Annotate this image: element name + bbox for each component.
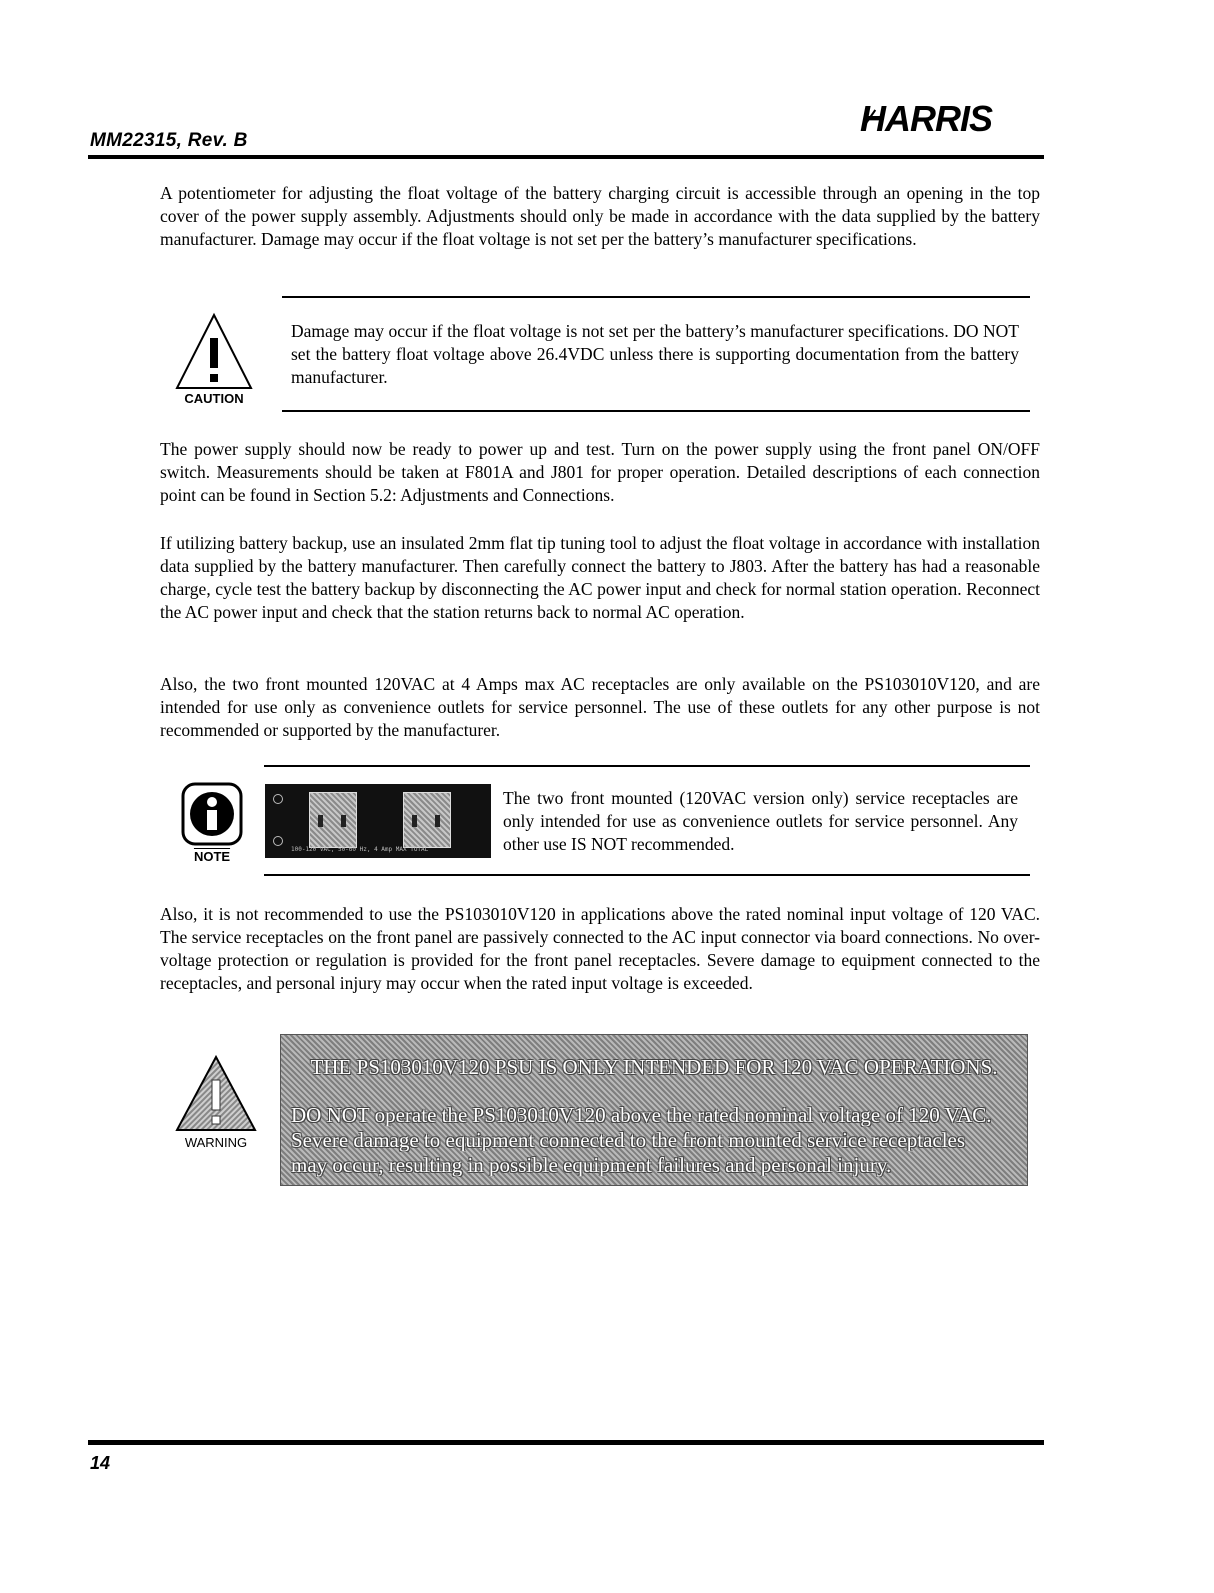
page-number: 14	[90, 1453, 111, 1473]
caution-label: CAUTION	[184, 391, 244, 406]
receptacle-rating-caption: 100-120 VAC, 50-60 Hz, 4 Amp MAX TOTAL	[291, 846, 429, 853]
warning-line-damage: Severe damage to equipment connected to the front mounted service receptacles	[291, 1128, 966, 1152]
warning-icon-block	[168, 1054, 264, 1150]
warning-line-injury: may occur, resulting in possible equipment failures and personal injury.	[291, 1153, 892, 1177]
note-icon-block	[174, 782, 250, 864]
harris-logo: HARRIS	[860, 98, 993, 139]
footer-rule	[88, 1440, 1044, 1445]
header-rule	[88, 155, 1044, 159]
receptacle-screw-icon	[273, 836, 283, 846]
document-id: MM22315, Rev. B	[90, 130, 248, 151]
receptacle-screw-icon	[273, 794, 283, 804]
info-icon	[177, 782, 247, 846]
caution-rule-top	[282, 296, 1030, 298]
note-rule-top	[264, 765, 1030, 767]
caution-icon	[174, 312, 254, 390]
caution-icon-block	[168, 312, 260, 406]
warning-panel	[280, 1034, 1028, 1186]
warning-headline: THE PS103010V120 PSU IS ONLY INTENDED FOR 120 VAC OPERATIONS.	[310, 1055, 998, 1079]
paragraph-overvoltage: Also, it is not recommended to use the PS103010V120 in applications above the rated nominal input voltage of 120 VAC. The service receptacles on the front panel are passively connected to the AC input connector via board connections. No over-voltage protection or regulation is provided for the front panel receptacles. Severe damage to equipment connected to the receptacles, and personal injury may occur when the rated input voltage is exceeded.	[160, 904, 1040, 993]
caution-text: Damage may occur if the float voltage is not set per the battery’s manufacturer specifications. DO NOT set the battery float voltage above 26.4VDC unless there is supporting documentation from the battery manufacturer.	[291, 321, 1019, 387]
outlet-icon	[309, 792, 357, 848]
receptacle-photo	[265, 784, 491, 858]
paragraph-float-voltage: A potentiometer for adjusting the float voltage of the battery charging circuit is accessible through an opening in the top cover of the power supply assembly. Adjustments should only be made in accordance with the data supplied by the battery manufacturer. Damage may occur if the float voltage is not set per the battery’s manufacturer specifications.	[160, 183, 1040, 249]
warning-line-operate: DO NOT operate the PS103010V120 above the rated nominal voltage of 120 VAC.	[291, 1103, 992, 1127]
paragraph-power-up: The power supply should now be ready to power up and test. Turn on the power supply using the front panel ON/OFF switch. Measurements should be taken at F801A and J801 for proper operation. Detailed descriptions of each connection point can be found in Section 5.2: Adjustments and Connections.	[160, 439, 1040, 505]
paragraph-battery-backup: If utilizing battery backup, use an insulated 2mm flat tip tuning tool to adjust the float voltage in accordance with installation data supplied by the battery manufacturer. Then carefully connect the battery to J803. After the battery has had a reasonable charge, cycle test the battery backup by disconnecting the AC power input and check for normal station operation. Reconnect the AC power input and check that the station returns back to normal AC operation.	[160, 533, 1040, 622]
warning-label: WARNING	[184, 1135, 248, 1150]
note-rule-bottom	[264, 874, 1030, 876]
caution-rule-bottom	[282, 410, 1030, 412]
outlet-icon	[403, 792, 451, 848]
note-text: The two front mounted (120VAC version only) service receptacles are only intended for use as convenience outlets for service personnel. Any other use IS NOT recommended.	[503, 788, 1018, 854]
note-label: NOTE	[193, 849, 231, 864]
paragraph-ac-receptacles: Also, the two front mounted 120VAC at 4 Amps max AC receptacles are only available on the PS103010V120, and are intended for use only as convenience outlets for service personnel. The use of these outlets for any other purpose is not recommended or supported by the manufacturer.	[160, 674, 1040, 740]
warning-icon	[174, 1054, 258, 1132]
